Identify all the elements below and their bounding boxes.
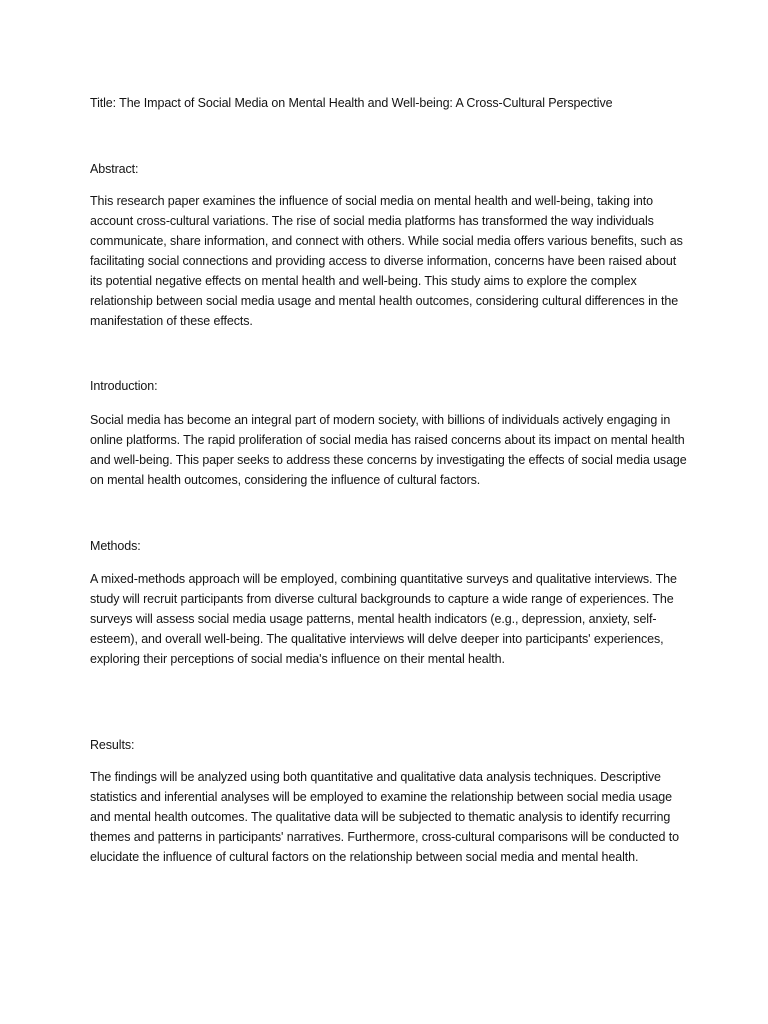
abstract-heading: Abstract: (90, 162, 139, 176)
methods-heading: Methods: (90, 539, 141, 553)
introduction-heading: Introduction: (90, 379, 158, 393)
results-heading: Results: (90, 738, 135, 752)
abstract-paragraph: This research paper examines the influence of social media on mental health and well-being, taking into account cross-cultural variations. The rise of social media platforms has transformed the way individuals communicate, share information, and connect with others. While social media offers various benefits, such as facilitating social connections and providing access to diverse information, concerns have been raised about its potential negative effects on mental health and well-being. This study aims to explore the complex relationship between social media usage and mental health outcomes, considering cultural differences in the manifestation of these effects. (90, 194, 683, 328)
results-paragraph: The findings will be analyzed using both quantitative and qualitative data analysis techniques. Descriptive statistics and inferential analyses will be employed to examine the relationship between social media usage and mental health outcomes. The qualitative data will be subjected to thematic analysis to identify recurring themes and patterns in participants' narratives. Furthermore, cross-cultural comparisons will be conducted to elucidate the influence of cultural factors on the relationship between social media and mental health. (90, 770, 679, 864)
methods-paragraph: A mixed-methods approach will be employed, combining quantitative surveys and qualitative interviews. The study will recruit participants from diverse cultural backgrounds to capture a wide range of experiences. The surveys will assess social media usage patterns, mental health indicators (e.g., depression, anxiety, self-esteem), and overall well-being. The qualitative interviews will delve deeper into participants' experiences, exploring their perceptions of social media's influence on their mental health. (90, 572, 677, 666)
document-title: Title: The Impact of Social Media on Mental Health and Well-being: A Cross-Cultural Perspective (90, 96, 613, 110)
introduction-paragraph: Social media has become an integral part of modern society, with billions of individuals actively engaging in online platforms. The rapid proliferation of social media has raised concerns about its impact on mental health and well-being. This paper seeks to address these concerns by investigating the effects of social media usage on mental health outcomes, considering the influence of cultural factors. (90, 413, 687, 487)
